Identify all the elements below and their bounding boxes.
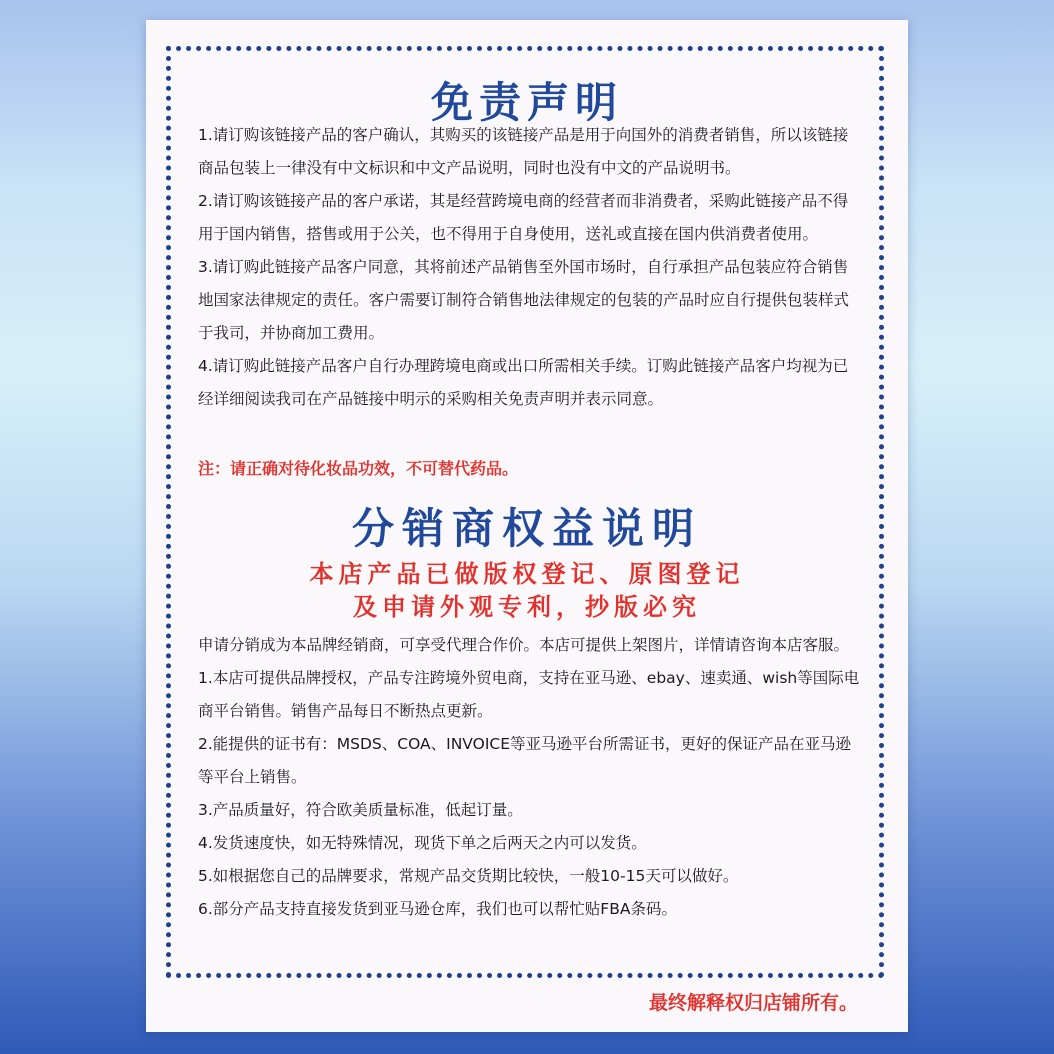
distributor-paragraph: 申请分销成为本品牌经销商，可享受代理合作价。本店可提供上架图片，详情请咨询本店客服。 (198, 636, 850, 654)
disclaimer-title: 免责声明 (430, 78, 623, 127)
distributor-paragraph: 4.发货速度快，如无特殊情况，现货下单之后两天之内可以发货。 (198, 834, 647, 852)
disclaimer-body (198, 119, 860, 416)
distributor-title: 分销商权益说明 (351, 504, 702, 553)
cosmetics-note: 注：请正确对待化妆品功效，不可替代药品。 (198, 459, 519, 478)
copyright-notice-line1: 本店产品已做版权登记、原图登记 (309, 560, 745, 588)
disclaimer-paragraph: 1.请订购该链接产品的客户确认，其购买的该链接产品是用于向国外的消费者销售，所以该链接商品包装上一律没有中文标识和中文产品说明，同时也没有中文的产品说明书。 (198, 126, 849, 177)
final-interpretation-footer: 最终解释权归店铺所有。 (648, 992, 858, 1014)
copyright-notice-line2: 及申请外观专利，抄版必究 (353, 593, 701, 621)
document-sheet (146, 20, 908, 1032)
distributor-paragraph: 2.能提供的证书有：MSDS、COA、INVOICE等亚马逊平台所需证书，更好的保证产品在亚马逊等平台上销售。 (198, 735, 852, 786)
distributor-paragraph: 5.如根据您自己的品牌要求，常规产品交货期比较快，一般10-15天可以做好。 (198, 867, 739, 885)
distributor-paragraph: 6.部分产品支持直接发货到亚马逊仓库，我们也可以帮忙贴FBA条码。 (198, 900, 677, 918)
disclaimer-paragraph: 3.请订购此链接产品客户同意，其将前述产品销售至外国市场时，自行承担产品包装应符合销售地国家法律规定的责任。客户需要订制符合销售地法律规定的包装的产品时应自行提供包装样式于我司，并协商加工费用。 (198, 258, 850, 342)
distributor-paragraph: 1.本店可提供品牌授权，产品专注跨境外贸电商，支持在亚马逊、ebay、速卖通、wish等国际电商平台销售。销售产品每日不断热点更新。 (198, 669, 860, 720)
disclaimer-paragraph: 2.请订购该链接产品的客户承诺，其是经营跨境电商的经营者而非消费者，采购此链接产品不得用于国内销售，搭售或用于公关，也不得用于自身使用，送礼或直接在国内供消费者使用。 (198, 192, 849, 243)
distributor-paragraph: 3.产品质量好，符合欧美质量标准，低起订量。 (198, 801, 523, 819)
disclaimer-paragraph: 4.请订购此链接产品客户自行办理跨境电商或出口所需相关手续。订购此链接产品客户均视为已经详细阅读我司在产品链接中明示的采购相关免责声明并表示同意。 (198, 357, 849, 408)
distributor-body (198, 629, 860, 926)
